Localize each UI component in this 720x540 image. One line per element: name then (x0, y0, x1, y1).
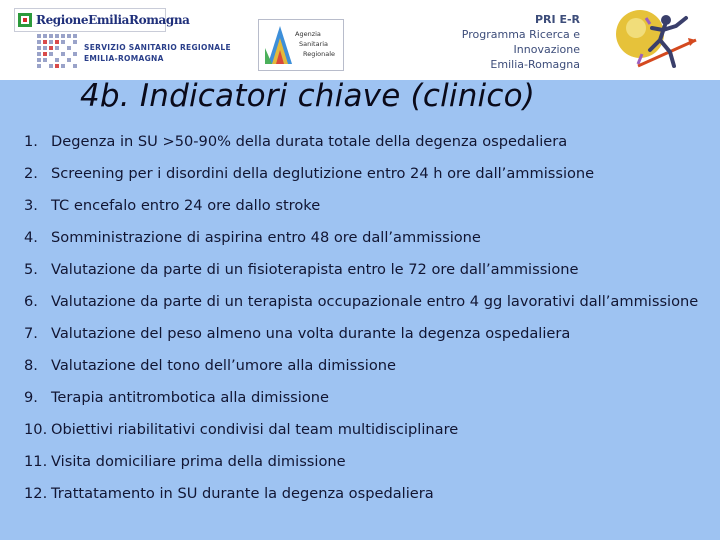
pri-line-2: Innovazione (513, 43, 580, 56)
list-item (24, 259, 704, 280)
list-item (24, 387, 704, 408)
key-indicators-list (24, 131, 704, 502)
pri-line-1: Programma Ricerca e (461, 28, 580, 41)
item-text: Terapia antitrombotica alla dimissione (51, 389, 329, 406)
list-item (24, 451, 704, 472)
pri-title: PRI E-R (534, 13, 580, 26)
item-text: Valutazione del tono dell’umore alla dimissione (51, 357, 396, 374)
item-text: Valutazione del peso almeno una volta durante la degenza ospedaliera (51, 325, 571, 342)
pri-er-label (462, 12, 580, 72)
item-text: Degenza in SU >50-90% della durata totale della degenza ospedaliera (51, 133, 568, 150)
list-item (24, 163, 704, 184)
item-text: Obiettivi riabilitativi condivisi dal team multidisciplinare (51, 421, 459, 438)
item-number: 7. (24, 325, 38, 342)
asr-word-2: Sanitaria (299, 40, 329, 48)
item-number: 12. (24, 485, 48, 502)
item-text: Screening per i disordini della deglutizione entro 24 h ore dall’ammissione (51, 165, 595, 182)
item-text: Trattatamento in SU durante la degenza ospedaliera (51, 485, 434, 502)
ssr-logo-line1: SERVIZIO SANITARIO REGIONALE (84, 43, 231, 52)
ssr-logo-line2: EMILIA-ROMAGNA (84, 54, 164, 63)
ssr-grid-icon (36, 32, 78, 72)
item-text: Valutazione da parte di un fisioterapista entro le 72 ore dall’ammissione (51, 261, 579, 278)
athlete-logo-icon (610, 6, 702, 72)
servizio-sanitario-logo (36, 32, 231, 72)
list-item (24, 131, 704, 152)
item-number: 1. (24, 133, 38, 150)
list-item (24, 195, 704, 216)
regione-emblem-icon (17, 12, 33, 28)
asr-triangle-icon (262, 24, 296, 66)
item-number: 11. (24, 453, 48, 470)
item-number: 3. (24, 197, 38, 214)
item-text: Somministrazione di aspirina entro 48 ore dall’ammissione (51, 229, 481, 246)
agenzia-sanitaria-logo (258, 19, 344, 71)
pri-line-3: Emilia-Romagna (490, 58, 580, 71)
item-number: 6. (24, 293, 38, 310)
item-text: Visita domiciliare prima della dimissione (51, 453, 346, 470)
item-text: TC encefalo entro 24 ore dallo stroke (51, 197, 321, 214)
slide-title: 4b. Indicatori chiave (clinico) (80, 78, 536, 114)
item-number: 5. (24, 261, 38, 278)
regione-logo-text: RegioneEmiliaRomagna (36, 13, 190, 27)
item-text: Valutazione da parte di un terapista occupazionale entro 4 gg lavorativi dall’ammissione (51, 293, 699, 310)
asr-word-3: Regionale (303, 50, 336, 58)
list-item (24, 291, 704, 312)
list-item (24, 483, 704, 504)
item-number: 8. (24, 357, 38, 374)
item-number: 4. (24, 229, 38, 246)
list-item (24, 323, 704, 344)
item-number: 9. (24, 389, 38, 406)
list-item (24, 419, 704, 440)
asr-word-1: Agenzia (295, 30, 321, 38)
list-item (24, 227, 704, 248)
item-number: 10. (24, 421, 48, 438)
item-number: 2. (24, 165, 38, 182)
list-item (24, 355, 704, 376)
regione-emilia-romagna-logo (14, 8, 190, 32)
